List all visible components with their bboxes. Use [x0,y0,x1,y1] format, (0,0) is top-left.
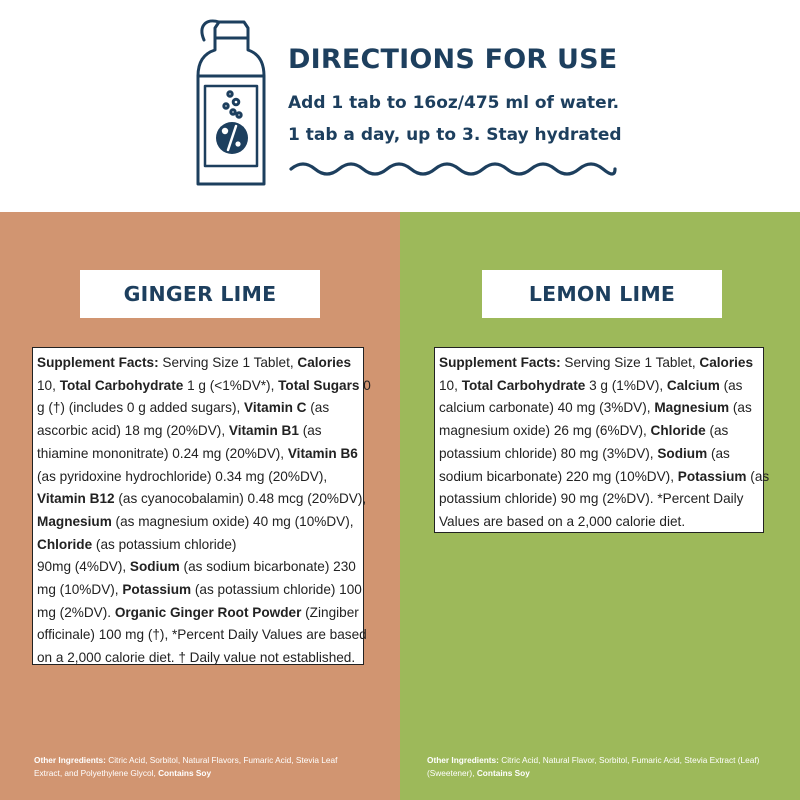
facts-bold-text: Chloride [650,423,706,439]
lemon-contains-soy: Contains Soy [476,768,530,778]
facts-line [439,466,770,489]
facts-bold-text: Magnesium [654,400,730,416]
facts-line [37,534,359,557]
directions-line-2: 1 tab a day, up to 3. Stay hydrated [288,125,622,145]
facts-text: on a 2,000 calorie diet. † Daily value not established. [37,650,356,666]
ginger-other-ingredients [34,754,354,780]
facts-text: (Zingiber [301,604,359,620]
lemon-other-label: Other Ingredients: [427,755,499,765]
facts-text: (as [298,423,322,439]
facts-line [439,443,759,466]
facts-line [37,579,362,602]
facts-text: calcium carbonate) 40 mg (3%DV), [439,400,655,416]
facts-text: mg (10%DV), [37,582,123,598]
facts-bold-text: Vitamin C [244,400,307,416]
facts-line [37,466,359,489]
facts-text: 3 g (1%DV), [585,377,667,393]
facts-text: Values are based on a 2,000 calorie diet. [439,513,686,529]
facts-bold-text: Organic Ginger Root Powder [114,604,302,620]
facts-text: ascorbic acid) 18 mg (20%DV), [37,423,229,439]
facts-line [439,488,759,511]
directions-line-1: Add 1 tab to 16oz/475 ml of water. [288,93,620,113]
lemon-lime-title: LEMON LIME [482,270,722,318]
ginger-contains-soy: Contains Soy [158,768,212,778]
facts-text: sodium bicarbonate) 220 mg (10%DV), [439,468,678,484]
facts-text: g (†) (includes 0 g added sugars), [37,400,245,416]
facts-bold-text: Vitamin B12 [37,491,115,507]
facts-line [37,397,359,420]
ginger-other-text: Citric Acid, Sorbitol, Natural Flavors, Fumaric Acid, Stevia Leaf Extract, and Polyethylene Glycol, [34,755,338,778]
facts-line [439,352,759,375]
facts-text: (as potassium chloride) [92,536,237,552]
facts-bold-text: Potassium [122,582,192,598]
facts-text: (as [707,445,730,461]
ginger-lime-panel [0,212,400,800]
facts-bold-text: Total Sugars [278,377,360,393]
facts-text: (as [729,400,752,416]
facts-bold-text: Potassium [677,468,747,484]
facts-text: 90mg (4%DV), [37,559,130,575]
facts-text: Serving Size 1 Tablet, [158,355,298,370]
ginger-supplement-facts [32,347,371,666]
facts-line [439,397,759,420]
facts-text: (as [306,400,330,416]
facts-bold-text: Supplement Facts: [37,355,159,370]
facts-text: (as [705,423,729,439]
facts-line [37,443,359,466]
lemon-supplement-facts [434,347,770,533]
facts-bold-text: Supplement Facts: [439,355,561,370]
facts-line [439,511,759,534]
facts-text: (as [719,377,743,393]
facts-text: mg (2%DV). [37,604,115,620]
facts-text: 0 [359,377,371,393]
facts-text: potassium chloride) 90 mg (2%DV). *Percent Daily [439,491,744,507]
facts-line [439,375,759,398]
facts-bold-text: Calcium [666,377,720,393]
facts-bold-text: Vitamin B6 [287,445,358,461]
facts-bold-text: Magnesium [37,513,112,529]
facts-text: (as pyridoxine hydrochloride) 0.34 mg (20%DV), [37,468,328,484]
facts-line [37,352,359,375]
directions-header [0,0,800,212]
facts-line [37,602,359,625]
facts-line [37,647,359,670]
facts-text: 10, [37,377,60,393]
facts-bold-text: Sodium [657,445,708,461]
facts-text: magnesium oxide) 26 mg (6%DV), [439,423,651,439]
wave-decoration [288,158,618,180]
facts-line [37,511,359,534]
ginger-lime-title: GINGER LIME [80,270,320,318]
facts-text: thiamine mononitrate) 0.24 mg (20%DV), [37,445,288,461]
facts-line [37,488,367,511]
facts-text: 1 g (<1%DV*), [183,377,279,393]
lemon-other-text: Citric Acid, Natural Flavor, Sorbitol, Fumaric Acid, Stevia Extract (Leaf) (Sweetener), [427,755,760,778]
facts-bold-text: Total Carbohydrate [461,377,586,393]
facts-bold-text: Chloride [37,536,93,552]
lemon-lime-panel [400,212,800,800]
facts-text: (as magnesium oxide) 40 mg (10%DV), [111,513,354,529]
facts-line [37,375,371,398]
facts-text: (as [746,468,770,484]
facts-text: officinale) 100 mg (†), *Percent Daily Values are based [37,627,367,643]
facts-line [439,420,759,443]
facts-bold-text: Sodium [129,559,180,575]
facts-text: (as cyanocobalamin) 0.48 mcg (20%DV), [114,491,367,507]
facts-bold-text: Total Carbohydrate [59,377,184,393]
facts-bold-text: Calories [699,355,754,370]
facts-bold-text: Vitamin B1 [228,423,299,439]
facts-text: 10, [439,377,462,393]
facts-text: Serving Size 1 Tablet, [560,355,700,370]
facts-bold-text: Calories [297,355,352,370]
lemon-other-ingredients [427,754,782,780]
facts-line [37,624,367,647]
directions-title: DIRECTIONS FOR USE [288,44,618,75]
facts-text: (as sodium bicarbonate) 230 [179,559,356,575]
water-bottle-icon [192,14,270,190]
facts-line [37,556,359,579]
facts-text: (as potassium chloride) 100 [191,582,362,598]
facts-text: potassium chloride) 80 mg (3%DV), [439,445,658,461]
facts-line [37,420,359,443]
ginger-other-label: Other Ingredients: [34,755,106,765]
